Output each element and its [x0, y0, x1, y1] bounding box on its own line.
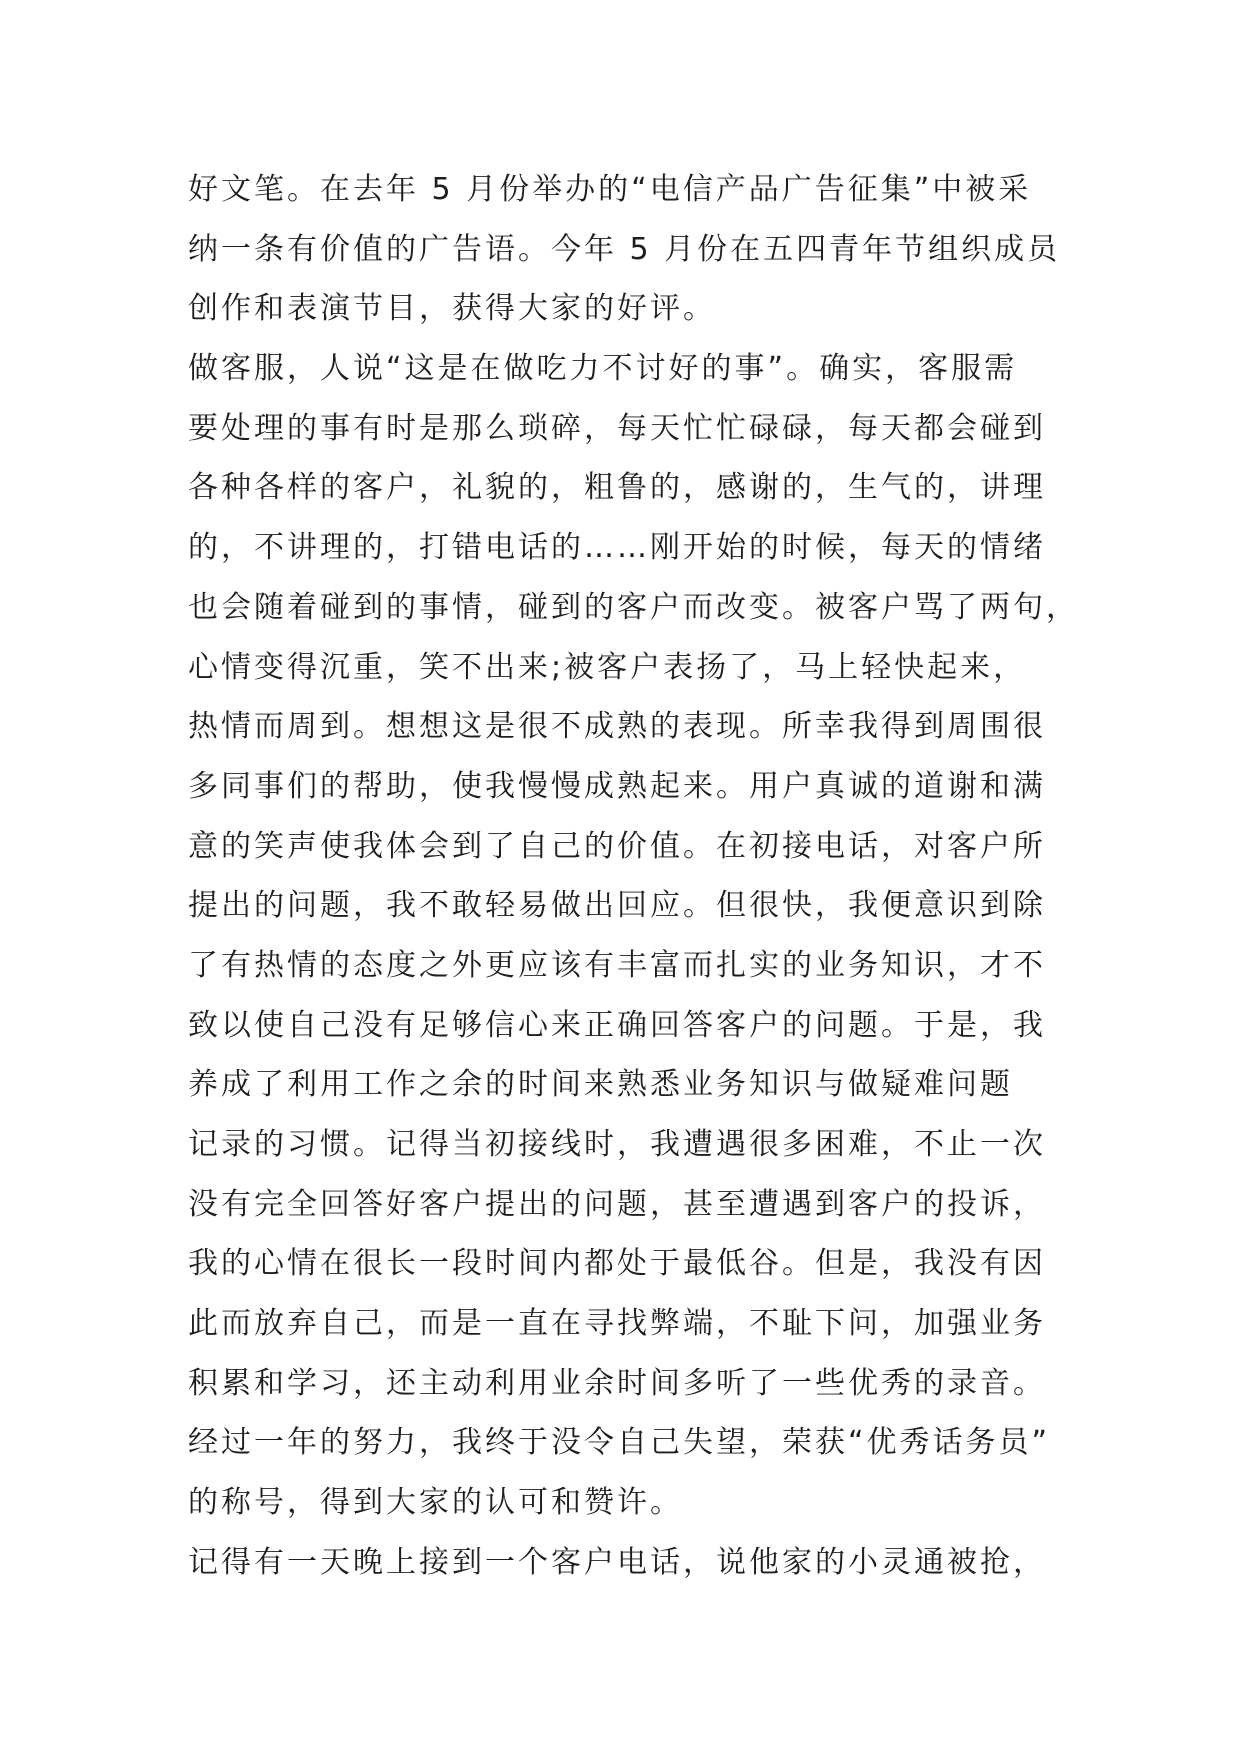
text-line: 各种各样的客户，礼貌的，粗鲁的，感谢的，生气的，讲理 — [188, 470, 1046, 506]
text-line: 的，不讲理的，打错电话的……刚开始的时候，每天的情绪 — [188, 530, 1046, 566]
text-line: 了有热情的态度之外更应该有丰富而扎实的业务知识，才不 — [188, 947, 1046, 983]
text-line: 意的笑声使我体会到了自己的价值。在初接电话，对客户所 — [188, 828, 1046, 864]
text-line: 纳一条有价值的广告语。今年 5 月份在五四青年节组织成员 — [188, 231, 1061, 267]
text-line: 没有完全回答好客户提出的问题，甚至遭遇到客户的投诉， — [188, 1186, 1046, 1222]
text-line: 我的心情在很长一段时间内都处于最低谷。但是，我没有因 — [188, 1246, 1046, 1282]
text-line: 提出的问题，我不敢轻易做出回应。但很快，我便意识到除 — [188, 888, 1046, 924]
text-line: 此而放弃自己，而是一直在寻找弊端，不耻下问，加强业务 — [188, 1306, 1046, 1342]
text-line: 热情而周到。想想这是很不成熟的表现。所幸我得到周围很 — [188, 709, 1046, 745]
text-line: 记录的习惯。记得当初接线时，我遭遇很多困难，不止一次 — [188, 1127, 1046, 1162]
text-line: 经过一年的努力，我终于没令自己失望，荣获“优秀话务员” — [188, 1425, 1051, 1461]
text-line: 好文笔。在去年 5 月份举办的“电信产品广告征集”中被采 — [188, 172, 1032, 207]
body-text — [188, 160, 1088, 1593]
text-line: 积累和学习，还主动利用业余时间多听了一些优秀的录音。 — [188, 1365, 1046, 1401]
text-line: 创作和表演节目，获得大家的好评。 — [188, 291, 716, 327]
text-line: 做客服，人说“这是在做吃力不讨好的事”。确实，客服需 — [188, 351, 1018, 387]
text-line: 要处理的事有时是那么琐碎，每天忙忙碌碌，每天都会碰到 — [188, 410, 1046, 446]
text-line: 致以使自己没有足够信心来正确回答客户的问题。于是，我 — [188, 1007, 1046, 1043]
text-line: 记得有一天晚上接到一个客户电话，说他家的小灵通被抢， — [188, 1544, 1046, 1580]
text-line: 养成了利用工作之余的时间来熟悉业务知识与做疑难问题 — [188, 1067, 1013, 1103]
text-line: 也会随着碰到的事情，碰到的客户而改变。被客户骂了两句， — [188, 589, 1079, 625]
text-line: 的称号，得到大家的认可和赞许。 — [188, 1485, 683, 1521]
text-line: 心情变得沉重，笑不出来;被客户表扬了，马上轻快起来， — [188, 649, 1027, 685]
text-line: 多同事们的帮助，使我慢慢成熟起来。用户真诚的道谢和满 — [188, 768, 1046, 804]
